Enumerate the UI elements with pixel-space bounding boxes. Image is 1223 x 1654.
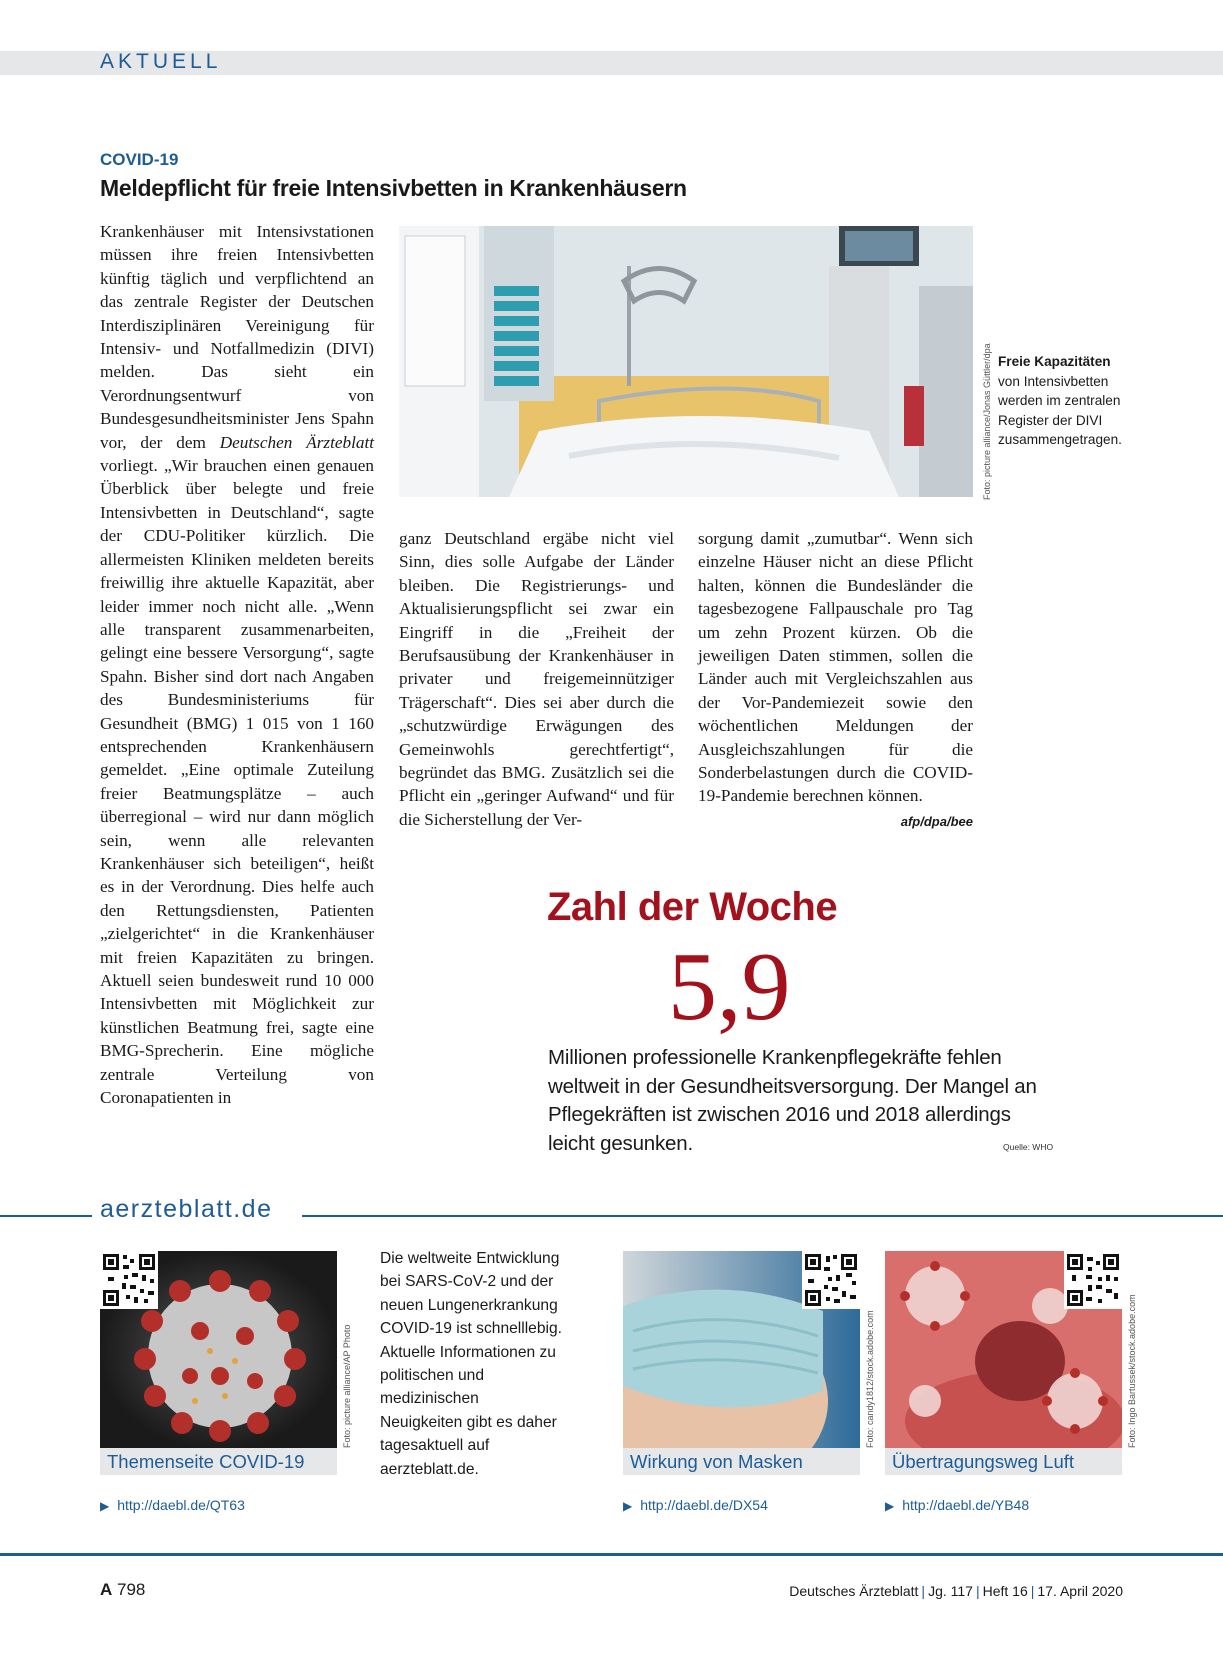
- article-column-1: [100, 220, 374, 1109]
- journal-issue: Heft 16: [982, 1583, 1028, 1599]
- tile-1-credit: Foto: picture alliance/AP Photo: [342, 1324, 352, 1448]
- section-label: AKTUELL: [100, 50, 222, 73]
- tile-2-credit: Foto: candy1812/stock.adobe.com: [865, 1310, 875, 1448]
- aerzteblatt-promo-text: Die weltweite Entwicklung bei SARS-CoV-2 und der neuen Lungenerkrankung COVID-19 ist schnelllebig. Aktuelle Informationen zu politischen und medizinischen Neuigkeiten gibt es daher tagesaktuell auf aerzteblatt.de.: [380, 1250, 563, 1478]
- divider-left: [0, 1215, 92, 1217]
- qr-code-icon: [1064, 1251, 1122, 1309]
- article-text-part-2: vorliegt. „Wir brauchen einen genauen Überblick über belegte und freie Intensivbetten in Deutschland“, sagte der CDU-Politiker kürzlich. Die allermeisten Kliniken meldeten bereits freiwillig ihre aktuelle Kapazität, aber leider immer noch nicht alle. „Wenn alle transparent zusammenarbeiten, gelingt eine bessere Versorgung“, sagte Spahn. Bisher sind dort nach Angaben des Bundesministeriums für Gesundheit (BMG) 1 015 von 1 160 entsprechenden Krankenhäusern gemeldet. „Eine optimale Zuteilung freier Beatmungsplätze – auch überregional – wird nur dann möglich sein, wenn alle relevanten Krankenhäuser sich beteiligen“, heißt es in der Verordnung. Dies helfe auch den Rettungsdiensten, Patienten „zielgerichtet“ in die Krankenhäuser mit freien Kapazitäten zu bringen. Aktuell seien bundesweit rund 10 000 Intensivbetten mit Möglichkeit zur künstlichen Beatmung frei, sagte eine BMG-Sprecherin. Eine mögliche zentrale Verteilung von Coronapatienten in: [100, 456, 374, 1108]
- caption-text: von Intensivbetten werden im zentralen Register der DIVI zusammengetragen.: [998, 373, 1122, 447]
- divider-right: [302, 1215, 1223, 1217]
- zahl-der-woche-number: 5,9: [668, 933, 791, 1041]
- separator: |: [921, 1583, 926, 1599]
- article-kicker: COVID-19: [100, 150, 179, 169]
- article-text-part-1: Krankenhäuser mit Intensivstationen müssen ihre freien Intensivbetten künftig täglich und verpflichtend an das zentrale Register der Deutschen Interdisziplinären Vereinigung für Intensiv- und Notfallmedizin (DIVI) melden. Das sieht ein Verordnungsentwurf von Bundesgesundheitsminister Jens Spahn vor, der dem: [100, 222, 374, 452]
- play-triangle-icon: ▶: [885, 1499, 895, 1513]
- article-column-3-text: sorgung damit „zumutbar“. Wenn sich einzelne Häuser nicht an diese Pflicht halten, können die Bundesländer die tagesbezogene Fallpauschale pro Tag um zehn Prozent kürzen. Ob die jeweiligen Daten stimmen, sollen die Länder auch mit Vergleichszahlen aus der Vor-Pandemiezeit sowie den wöchentlichen Meldungen der Ausgleichszahlungen für die Sonderbelastungen durch die COVID-19-Pandemie berechnen können.: [698, 529, 973, 806]
- tile-label-luft[interactable]: Übertragungsweg Luft: [885, 1448, 1122, 1475]
- article-column-2: ganz Deutschland ergäbe nicht viel Sinn, dies solle Aufgabe der Länder bleiben. Die Registrierungs- und Aktualisierungspflicht sei zwar ein Eingriff in die „Freiheit der Berufsausübung der Krankenhäuser in privater und freigemeinnütziger Trägerschaft“. Dies sei aber durch die „schutzwürdige Erwägungen des Gemeinwohls gerechtfertigt“, begründet das BMG. Zusätzlich sei die Pflicht ein „geringer Aufwand“ und für die Sicherstellung der Ver-: [399, 529, 674, 829]
- link-yb48-text[interactable]: http://daebl.de/YB48: [902, 1497, 1030, 1513]
- journal-date: 17. April 2020: [1037, 1583, 1123, 1599]
- zahl-der-woche-title: Zahl der Woche: [547, 885, 838, 929]
- zahl-der-woche-source: Quelle: WHO: [1003, 1142, 1054, 1152]
- link-qt63-text[interactable]: http://daebl.de/QT63: [117, 1497, 245, 1513]
- qr-code-graphic: [802, 1251, 860, 1309]
- tile-3-credit: Foto: Ingo Bartussek/stock.adobe.com: [1127, 1294, 1137, 1448]
- caption-bold: Freie Kapazitäten: [998, 354, 1111, 369]
- tile-label-masken[interactable]: Wirkung von Masken: [623, 1448, 860, 1475]
- link-qt63[interactable]: [100, 1497, 245, 1513]
- link-dx54-text[interactable]: http://daebl.de/DX54: [640, 1497, 768, 1513]
- journal-info: [789, 1583, 1123, 1599]
- separator: |: [975, 1583, 980, 1599]
- aerzteblatt-label: aerzteblatt.de: [100, 1195, 273, 1223]
- qr-code-icon: [802, 1251, 860, 1309]
- icu-bed-photo: [399, 226, 973, 497]
- qr-code-icon: [100, 1251, 158, 1309]
- tile-label-themenseite[interactable]: Themenseite COVID-19: [100, 1448, 337, 1475]
- play-triangle-icon: ▶: [100, 1499, 110, 1513]
- qr-code-graphic: [100, 1251, 158, 1309]
- link-dx54[interactable]: [623, 1497, 768, 1513]
- page-number: [100, 1580, 145, 1600]
- footer-divider: [0, 1553, 1223, 1556]
- page-number-value: 798: [117, 1580, 146, 1599]
- zahl-der-woche-text: Millionen professionelle Krankenpflegekräfte fehlen weltweit in der Gesundheitsversorgung. Der Mangel an Pflegekräften ist zwischen 2016 und 2018 allerdings leicht gesunken.: [548, 1046, 1037, 1155]
- qr-code-graphic: [1064, 1251, 1122, 1309]
- photo-caption: [998, 352, 1133, 450]
- page-prefix: A: [100, 1580, 113, 1599]
- separator: |: [1030, 1583, 1035, 1599]
- article-column-3: [698, 527, 973, 833]
- link-yb48[interactable]: [885, 1497, 1029, 1513]
- play-triangle-icon: ▶: [623, 1499, 633, 1513]
- journal-name: Deutsches Ärzteblatt: [789, 1583, 919, 1599]
- publication-name: Deutschen Ärzteblatt: [219, 432, 375, 452]
- article-headline: Meldepflicht für freie Intensivbetten in Krankenhäusern: [100, 175, 687, 201]
- byline: afp/dpa/bee: [900, 813, 973, 829]
- icu-bed-illustration: [399, 226, 973, 497]
- photo-credit: Foto: picture alliance/Jonas Güttler/dpa: [982, 343, 992, 500]
- journal-volume: Jg. 117: [928, 1583, 973, 1599]
